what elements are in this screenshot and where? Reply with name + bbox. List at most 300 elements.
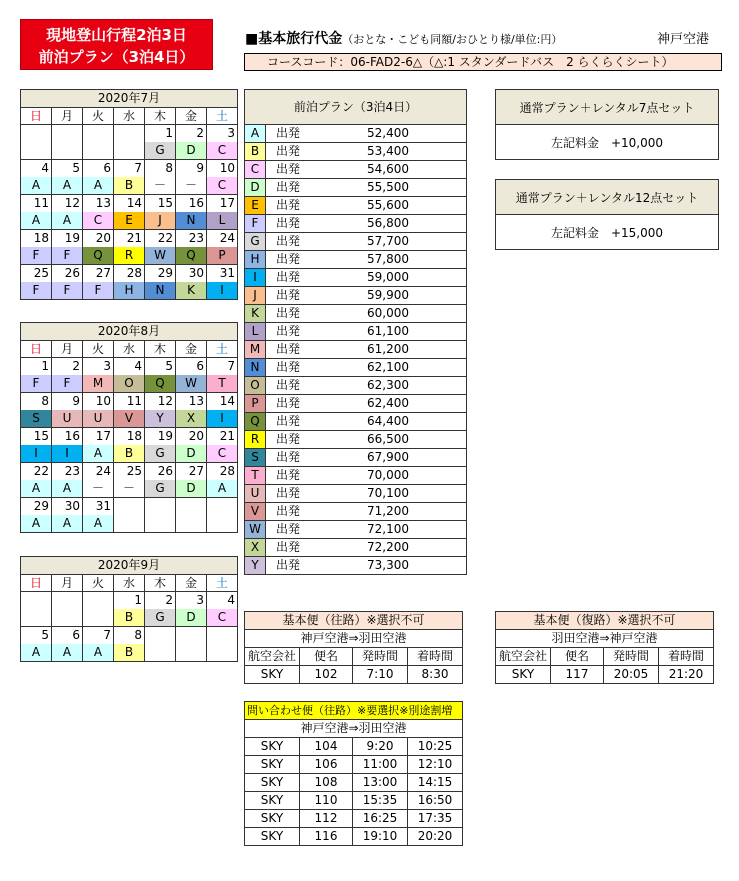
rental-value: 左記料金 +10,000 [496,125,719,160]
calendar-price-code: W [176,375,207,393]
calendar-day: 3 [176,592,207,610]
calendar-day: 6 [52,627,83,645]
flight-route-row [496,630,714,648]
flight-cell: 11:00 [353,756,408,774]
plan-title-line2: 前泊プラン（3泊4日） [38,48,195,66]
flight-cell: 20:05 [604,666,659,684]
depart-label: 出発 [266,395,311,413]
flight-cell: 112 [300,810,353,828]
price-value: 72,100 [310,521,467,539]
calendar-price-code: C [207,142,238,160]
calendar-price-code: G [145,609,176,627]
calendar-price-code [83,142,114,160]
calendar-day: 2 [176,125,207,143]
calendar-price-code: D [176,445,207,463]
depart-label: 出発 [266,341,311,359]
weekday-label: 水 [114,575,145,592]
calendar-code-row [21,445,238,463]
calendar-price-code [21,142,52,160]
price-code: A [245,125,266,143]
calendar-day: 4 [114,358,145,376]
calendar-day: 20 [83,230,114,248]
flight-cell: 9:20 [353,738,408,756]
calendar-price-code [21,609,52,627]
calendar-day: 18 [114,428,145,446]
depart-label: 出発 [266,179,311,197]
calendar-month-row [21,90,238,108]
calendar-price-code: A [21,212,52,230]
calendar-day: 11 [21,195,52,213]
calendar-day-row [21,265,238,283]
flight-column-header: 着時間 [659,648,714,666]
calendar-day: 19 [145,428,176,446]
flight-route: 羽田空港⇒神戸空港 [496,630,714,648]
flight-column-row [496,648,714,666]
rental-value: 左記料金 +15,000 [496,215,719,250]
calendar-price-code: A [52,480,83,498]
calendar-price-code: G [145,142,176,160]
flight-row [245,756,463,774]
flight-row [496,666,714,684]
price-value: 53,400 [310,143,467,161]
calendar-price-code: T [207,375,238,393]
calendar-day: 3 [207,125,238,143]
calendar-price-code [207,515,238,533]
flight-row [245,774,463,792]
weekday-label: 火 [83,575,114,592]
price-row [245,233,467,251]
calendar-month-row [21,557,238,575]
price-value: 59,900 [310,287,467,305]
depart-label: 出発 [266,431,311,449]
calendar-price-code: C [207,177,238,195]
price-row [245,377,467,395]
calendar-price-code: A [83,515,114,533]
departure-airport: 神戸空港 [657,32,710,47]
price-row [245,125,467,143]
flight-title-row [245,612,463,630]
price-code: J [245,287,266,305]
price-row [245,161,467,179]
calendar-day: 2 [145,592,176,610]
flight-cell: 7:10 [353,666,408,684]
flight-route-row [245,720,463,738]
calendar-price-code [52,609,83,627]
calendar-price-code: A [21,515,52,533]
weekday-label: 木 [145,108,176,125]
rental-value-row [496,215,719,250]
flight-cell: 116 [300,828,353,846]
flight-cell: 16:50 [408,792,463,810]
calendar-price-code [145,515,176,533]
calendar-price-code [83,609,114,627]
flight-column-header: 発時間 [604,648,659,666]
flight-title: 基本便（往路）※選択不可 [245,612,463,630]
price-value: 64,400 [310,413,467,431]
depart-label: 出発 [266,251,311,269]
price-row [245,539,467,557]
calendar-price-code: F [21,375,52,393]
inquiry-flight-table [244,701,463,846]
calendar-day: 26 [145,463,176,481]
price-code: S [245,449,266,467]
depart-label: 出発 [266,269,311,287]
price-value: 62,100 [310,359,467,377]
calendar-day [21,125,52,143]
calendar-day: 5 [52,160,83,178]
price-row [245,341,467,359]
calendar-month-title: 2020年7月 [21,90,238,108]
weekday-label: 火 [83,108,114,125]
calendar-day: 18 [21,230,52,248]
price-row [245,287,467,305]
price-row [245,521,467,539]
calendar-price-code: F [52,282,83,300]
calendar-code-row [21,375,238,393]
calendar-price-code: A [21,177,52,195]
weekday-label: 月 [52,108,83,125]
calendar-1 [20,89,238,300]
calendar-day: 28 [114,265,145,283]
calendar-day: 31 [207,265,238,283]
calendar-code-row [21,177,238,195]
calendar-price-code: S [21,410,52,428]
price-code: N [245,359,266,377]
calendar-day: 16 [176,195,207,213]
calendar-day-row [21,498,238,516]
price-code: P [245,395,266,413]
calendar-price-code: B [114,177,145,195]
calendar-day: 30 [176,265,207,283]
price-value: 55,500 [310,179,467,197]
calendar-day-row [21,428,238,446]
price-table [244,89,467,575]
calendar-price-code: Q [83,247,114,265]
price-code: E [245,197,266,215]
calendar-day: 4 [21,160,52,178]
calendar-code-row [21,282,238,300]
calendar-day: 10 [83,393,114,411]
calendar-day [52,592,83,610]
flight-cell: 14:15 [408,774,463,792]
calendar-day: 8 [145,160,176,178]
weekday-label: 日 [21,575,52,592]
price-value: 61,200 [310,341,467,359]
calendar-day: 6 [176,358,207,376]
calendar-price-code: A [83,177,114,195]
rental-value-row [496,125,719,160]
flight-cell: 19:10 [353,828,408,846]
depart-label: 出発 [266,323,311,341]
calendar-price-code: O [114,375,145,393]
calendar-price-code [176,644,207,662]
price-code: L [245,323,266,341]
calendar-price-code: I [21,445,52,463]
calendar-day: 2 [52,358,83,376]
rental-title: 通常プラン＋レンタル12点セット [496,180,719,215]
flight-cell: SKY [245,774,300,792]
calendar-day: 12 [145,393,176,411]
flight-title: 基本便（復路）※選択不可 [496,612,714,630]
flight-cell: 13:00 [353,774,408,792]
rental-table-2 [495,179,719,250]
price-row [245,557,467,575]
price-table-header-row [245,90,467,125]
course-code: コースコード：06-FAD2-6△（△:1 スタンダードバス 2 らくらくシート） [244,53,722,71]
weekday-label: 木 [145,575,176,592]
price-row [245,359,467,377]
calendar-day: 12 [52,195,83,213]
depart-label: 出発 [266,359,311,377]
calendar-price-code: V [114,410,145,428]
calendar-day [21,592,52,610]
price-row [245,485,467,503]
calendar-day: 26 [52,265,83,283]
calendar-price-code: A [52,177,83,195]
calendar-day [145,498,176,516]
calendar-day [176,498,207,516]
price-value: 62,400 [310,395,467,413]
calendar-price-code [52,142,83,160]
flight-cell: SKY [245,792,300,810]
depart-label: 出発 [266,557,311,575]
depart-label: 出発 [266,287,311,305]
calendar-day [114,125,145,143]
flight-column-header: 着時間 [408,648,463,666]
calendar-price-code: D [176,609,207,627]
calendar-day: 22 [145,230,176,248]
calendar-month-title: 2020年9月 [21,557,238,575]
calendar-price-code: P [207,247,238,265]
calendar-price-code: G [145,445,176,463]
price-row [245,413,467,431]
flight-route: 神戸空港⇒羽田空港 [245,630,463,648]
plan-title-box [20,19,213,70]
calendar-price-code: H [114,282,145,300]
weekday-label: 金 [176,575,207,592]
depart-label: 出発 [266,143,311,161]
calendar-price-code: I [207,282,238,300]
weekday-row [21,341,238,358]
flight-column-header: 発時間 [353,648,408,666]
price-code: B [245,143,266,161]
flight-cell: 102 [300,666,353,684]
price-table-header: 前泊プラン（3泊4日） [245,90,467,125]
calendar-day: 5 [21,627,52,645]
calendar-price-code: － [145,177,176,195]
calendar-price-code: N [176,212,207,230]
calendar-price-code: F [21,282,52,300]
price-code: C [245,161,266,179]
calendar-day [207,627,238,645]
calendar-day: 8 [21,393,52,411]
calendar-price-code: J [145,212,176,230]
calendar-code-row [21,212,238,230]
calendar-month-row [21,323,238,341]
price-value: 57,700 [310,233,467,251]
calendar-day-row [21,592,238,610]
flight-cell: 106 [300,756,353,774]
calendar-day: 4 [207,592,238,610]
weekday-label: 土 [207,575,238,592]
calendar-price-code: A [52,644,83,662]
calendar-price-code: Y [145,410,176,428]
price-code: Q [245,413,266,431]
calendar-price-code: I [52,445,83,463]
price-value: 62,300 [310,377,467,395]
flight-column-header: 便名 [300,648,353,666]
calendar-day: 1 [114,592,145,610]
calendar-price-code: A [52,212,83,230]
price-value: 56,800 [310,215,467,233]
flight-row [245,738,463,756]
price-row [245,197,467,215]
calendar-day [114,498,145,516]
price-value: 54,600 [310,161,467,179]
weekday-row [21,108,238,125]
flight-column-header: 航空会社 [496,648,551,666]
price-row [245,449,467,467]
calendar-code-row [21,142,238,160]
calendar-day: 27 [176,463,207,481]
calendar-day: 23 [52,463,83,481]
price-value: 73,300 [310,557,467,575]
calendar-price-code: E [114,212,145,230]
calendar-day: 31 [83,498,114,516]
price-row [245,323,467,341]
price-code: V [245,503,266,521]
price-code: T [245,467,266,485]
calendar-day-row [21,358,238,376]
weekday-label: 土 [207,341,238,358]
calendar-price-code: A [21,480,52,498]
calendar-price-code: － [176,177,207,195]
price-code: K [245,305,266,323]
depart-label: 出発 [266,197,311,215]
calendar-price-code: C [207,445,238,463]
weekday-label: 水 [114,108,145,125]
calendar-price-code: C [207,609,238,627]
weekday-label: 金 [176,108,207,125]
calendar-price-code [145,644,176,662]
flight-cell: 10:25 [408,738,463,756]
calendar-price-code: F [21,247,52,265]
calendar-price-code: D [176,142,207,160]
rental-table-1 [495,89,719,160]
calendar-day: 5 [145,358,176,376]
flight-row [245,666,463,684]
calendar-day [83,125,114,143]
weekday-label: 木 [145,341,176,358]
calendar-day: 8 [114,627,145,645]
price-value: 57,800 [310,251,467,269]
depart-label: 出発 [266,449,311,467]
calendar-price-code: － [114,480,145,498]
price-row [245,179,467,197]
calendar-day: 10 [207,160,238,178]
calendar-price-code [114,142,145,160]
flight-column-header: 便名 [551,648,604,666]
flight-column-row [245,648,463,666]
calendar-code-row [21,410,238,428]
price-value: 70,000 [310,467,467,485]
calendar-day [207,498,238,516]
rental-title-row [496,90,719,125]
calendar-day: 25 [114,463,145,481]
calendar-price-code: F [52,247,83,265]
calendar-day: 15 [21,428,52,446]
price-row [245,503,467,521]
flight-cell: 15:35 [353,792,408,810]
price-header-sub: （おとな・こども同額/おひとり様/単位:円） [342,33,563,46]
flight-cell: 108 [300,774,353,792]
calendar-day: 7 [207,358,238,376]
calendar-day: 14 [114,195,145,213]
calendar-code-row [21,609,238,627]
flight-cell: 16:25 [353,810,408,828]
flight-route-row [245,630,463,648]
weekday-label: 日 [21,108,52,125]
calendar-price-code: A [207,480,238,498]
price-code: M [245,341,266,359]
flight-title-row [496,612,714,630]
price-row [245,269,467,287]
depart-label: 出発 [266,485,311,503]
flight-column-header: 航空会社 [245,648,300,666]
calendar-price-code: A [52,515,83,533]
calendar-day: 28 [207,463,238,481]
price-row [245,251,467,269]
calendar-day: 27 [83,265,114,283]
calendar-day: 24 [207,230,238,248]
calendar-day: 13 [176,393,207,411]
flight-cell: 8:30 [408,666,463,684]
calendar-price-code: B [114,445,145,463]
calendar-price-code: R [114,247,145,265]
price-row [245,305,467,323]
flight-cell: 17:35 [408,810,463,828]
return-flight-table [495,611,714,684]
plan-title-line1: 現地登山行程2泊3日 [46,26,187,44]
calendar-day: 7 [83,627,114,645]
price-code: U [245,485,266,503]
calendar-price-code [114,515,145,533]
calendar-day-row [21,230,238,248]
price-header [245,28,562,48]
calendar-day [52,125,83,143]
calendar-2 [20,322,238,533]
flight-row [245,792,463,810]
weekday-label: 水 [114,341,145,358]
depart-label: 出発 [266,215,311,233]
calendar-price-code: K [176,282,207,300]
calendar-code-row [21,515,238,533]
calendar-day: 1 [21,358,52,376]
calendar-day-row [21,463,238,481]
weekday-row [21,575,238,592]
calendar-price-code: Q [145,375,176,393]
calendar-day: 29 [145,265,176,283]
calendar-price-code: － [83,480,114,498]
calendar-day-row [21,393,238,411]
price-row [245,215,467,233]
calendar-day: 24 [83,463,114,481]
weekday-label: 月 [52,341,83,358]
calendar-day: 13 [83,195,114,213]
flight-cell: SKY [496,666,551,684]
calendar-day: 14 [207,393,238,411]
outbound-flight-table [244,611,463,684]
